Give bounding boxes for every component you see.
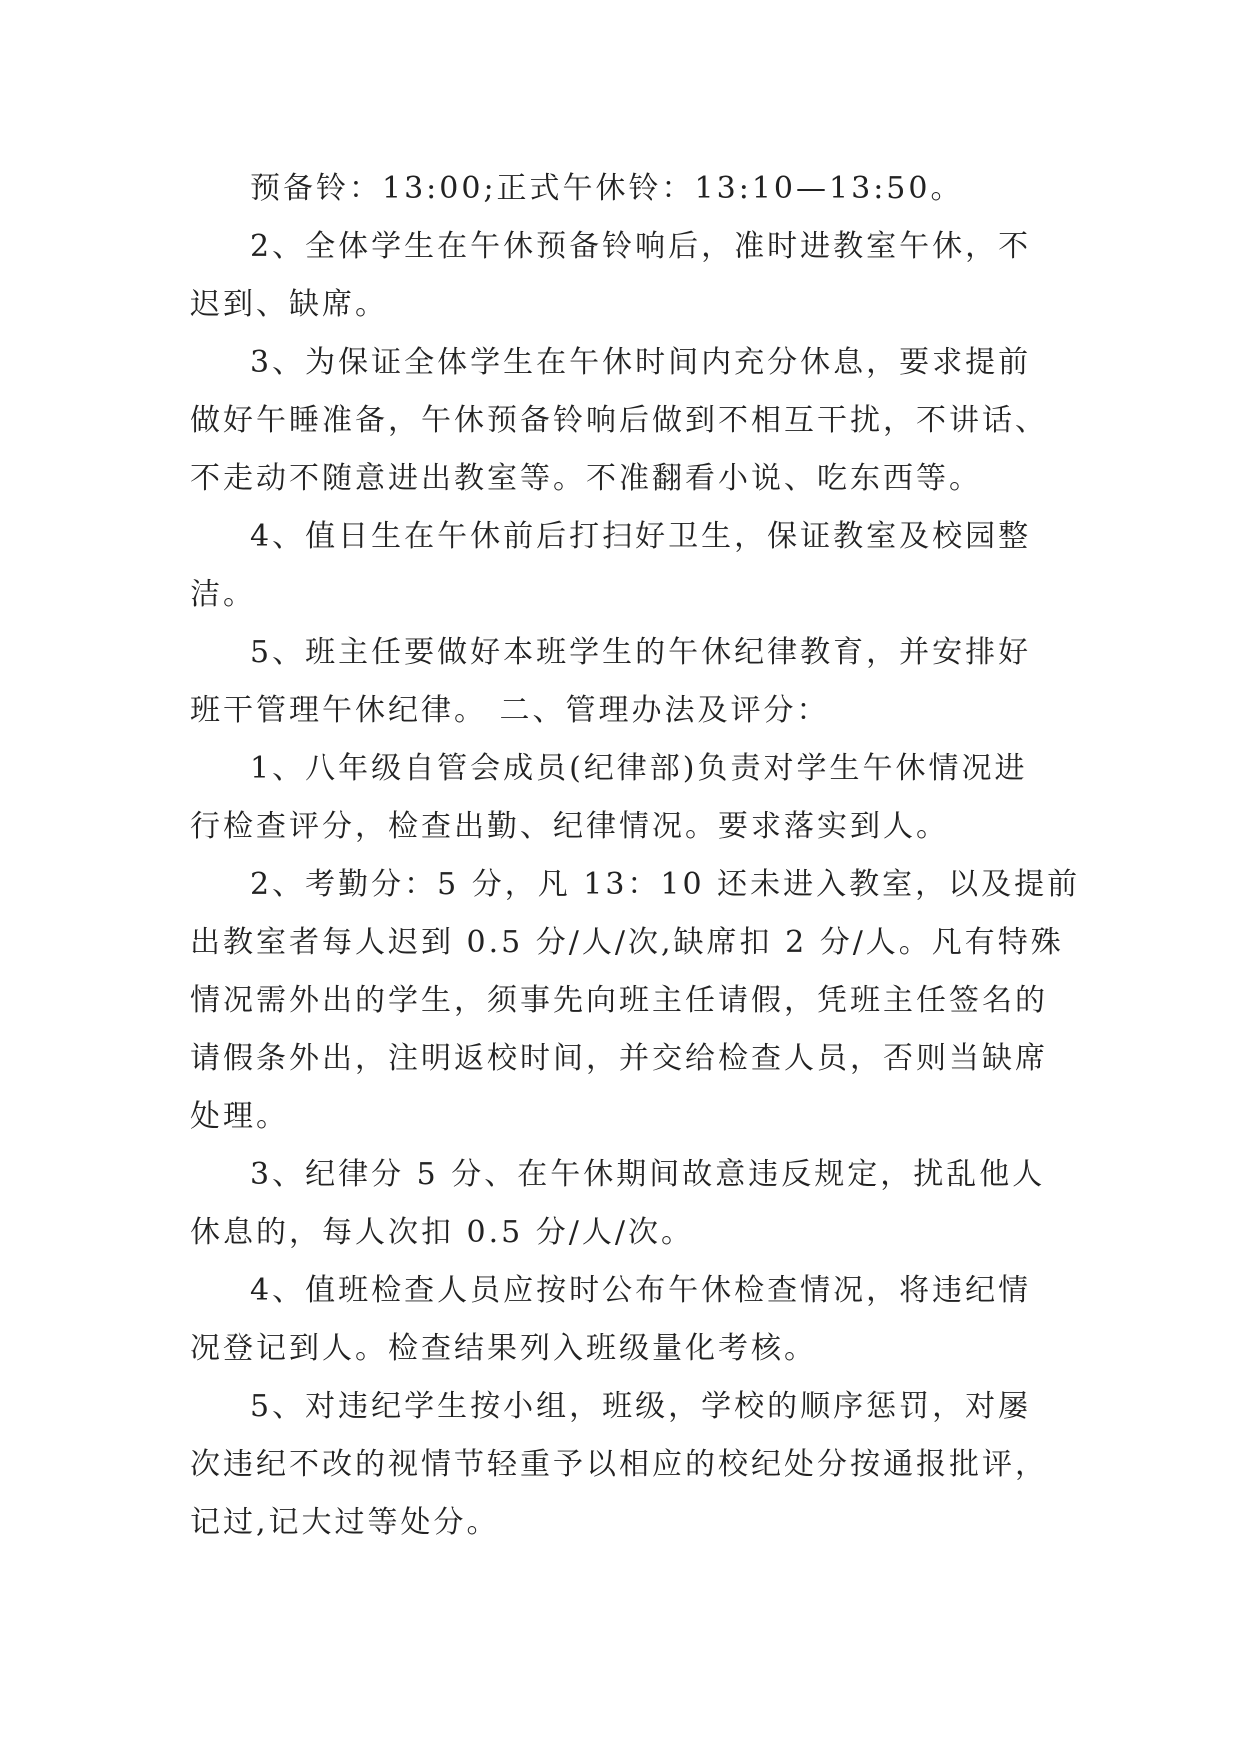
text-line: 班干管理午休纪律。 二、管理办法及评分： [190, 693, 830, 728]
text-line: 5、班主任要做好本班学生的午休纪律教育，并安排好 [250, 635, 1032, 670]
document-body [190, 160, 1081, 1552]
text-line: 2、考勤分：5 分，凡 13：10 还未进入教室，以及提前 [250, 867, 1081, 902]
text-line: 次违纪不改的视情节轻重予以相应的校纪处分按通报批评， [190, 1447, 1048, 1482]
text-line: 处理。 [190, 1099, 289, 1134]
text-line: 请假条外出，注明返校时间，并交给检查人员，否则当缺席 [190, 1041, 1048, 1076]
text-line: 出教室者每人迟到 0.5 分/人/次,缺席扣 2 分/人。凡有特殊 [190, 925, 1064, 960]
text-line: 洁。 [190, 577, 256, 612]
text-line: 2、全体学生在午休预备铃响后，准时进教室午休，不 [250, 229, 1032, 264]
text-line: 记过,记大过等处分。 [190, 1505, 500, 1540]
text-line: 做好午睡准备，午休预备铃响后做到不相互干扰，不讲话、 [190, 403, 1048, 438]
text-line: 4、值日生在午休前后打扫好卫生，保证教室及校园整 [250, 519, 1032, 554]
text-line: 不走动不随意进出教室等。不准翻看小说、吃东西等。 [190, 461, 982, 496]
text-line: 3、纪律分 5 分、在午休期间故意违反规定，扰乱他人 [250, 1157, 1046, 1192]
text-line: 休息的，每人次扣 0.5 分/人/次。 [190, 1215, 694, 1250]
text-line: 况登记到人。检查结果列入班级量化考核。 [190, 1331, 817, 1366]
text-line: 迟到、缺席。 [190, 287, 388, 322]
text-line: 预备铃：13:00;正式午休铃：13:10—13:50。 [250, 171, 964, 206]
text-line: 5、对违纪学生按小组，班级，学校的顺序惩罚，对屡 [250, 1389, 1032, 1424]
text-line: 4、值班检查人员应按时公布午休检查情况，将违纪情 [250, 1273, 1032, 1308]
text-line: 情况需外出的学生，须事先向班主任请假，凭班主任签名的 [190, 983, 1048, 1018]
text-line: 行检查评分，检查出勤、纪律情况。要求落实到人。 [190, 809, 949, 844]
text-line: 1、八年级自管会成员(纪律部)负责对学生午休情况进 [250, 751, 1028, 786]
text-line: 3、为保证全体学生在午休时间内充分休息，要求提前 [250, 345, 1032, 380]
